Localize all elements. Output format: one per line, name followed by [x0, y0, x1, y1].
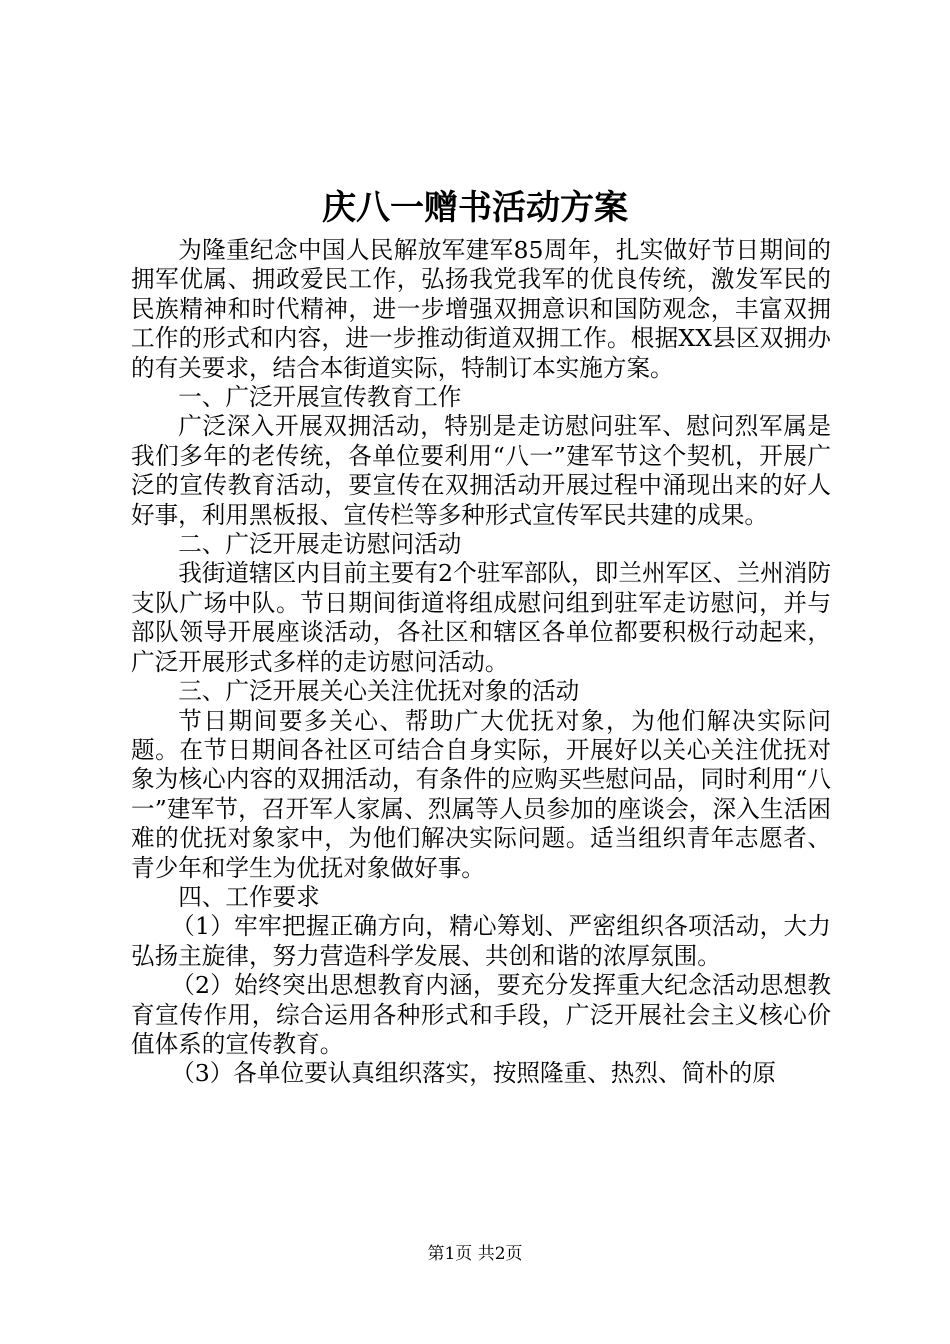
section-heading: 二、广泛开展走访慰问活动 — [178, 530, 462, 559]
section-heading: 四、工作要求 — [178, 882, 320, 911]
section-paragraph: 节日期间要多关心、帮助广大优抚对象，为他们解决实际问题。在节日期间各社区可结合自身实际，开展好以关心关注优抚对象为核心内容的双拥活动，有条件的应购买些慰问品，同时利用“八一”建军节，召开军人家属、烈属等人员参加的座谈会，深入生活困难的优抚对象家中，为他们解决实际问题。适当组织青年志愿者、青少年和学生为优抚对象做好事。 — [131, 706, 831, 882]
page-number-footer: 第1页 共2页 — [427, 1244, 523, 1264]
requirement-item: （2）始终突出思想教育内涵，要充分发挥重大纪念活动思想教育宣传作用，综合运用各种形式和手段，广泛开展社会主义核心价值体系的宣传教育。 — [131, 971, 831, 1058]
requirement-item: （3）各单位要认真组织落实，按照隆重、热烈、简朴的原 — [171, 1059, 776, 1088]
section-paragraph: 我街道辖区内目前主要有2个驻军部队，即兰州军区、兰州消防支队广场中队。节日期间街道将组成慰问组到驻军走访慰问，并与部队领导开展座谈活动，各社区和辖区各单位都要积极行动起来，广泛开展形式多样的走访慰问活动。 — [131, 559, 831, 676]
requirement-item: （1）牢牢把握正确方向，精心筹划、严密组织各项活动，大力弘扬主旋律，努力营造科学发展、共创和谐的浓厚氛围。 — [131, 912, 831, 970]
intro-paragraph: 为隆重纪念中国人民解放军建军85周年，扎实做好节日期间的拥军优属、拥政爱民工作，弘扬我党我军的优良传统，激发军民的民族精神和时代精神，进一步增强双拥意识和国防观念，丰富双拥工作的形式和内容，进一步推动街道双拥工作。根据XX县区双拥办的有关要求，结合本街道实际，特制订本实施方案。 — [131, 236, 831, 382]
document-body — [131, 236, 831, 1089]
section-paragraph: 广泛深入开展双拥活动，特别是走访慰问驻军、慰问烈军属是我们多年的老传统，各单位要利用“八一”建军节这个契机，开展广泛的宣传教育活动，要宣传在双拥活动开展过程中涌现出来的好人好事，利用黑板报、宣传栏等多种形式宣传军民共建的成果。 — [131, 412, 831, 529]
section-heading: 三、广泛开展关心关注优抚对象的活动 — [178, 677, 580, 706]
document-title: 庆八一赠书活动方案 — [322, 188, 628, 228]
section-heading: 一、广泛开展宣传教育工作 — [178, 383, 462, 412]
